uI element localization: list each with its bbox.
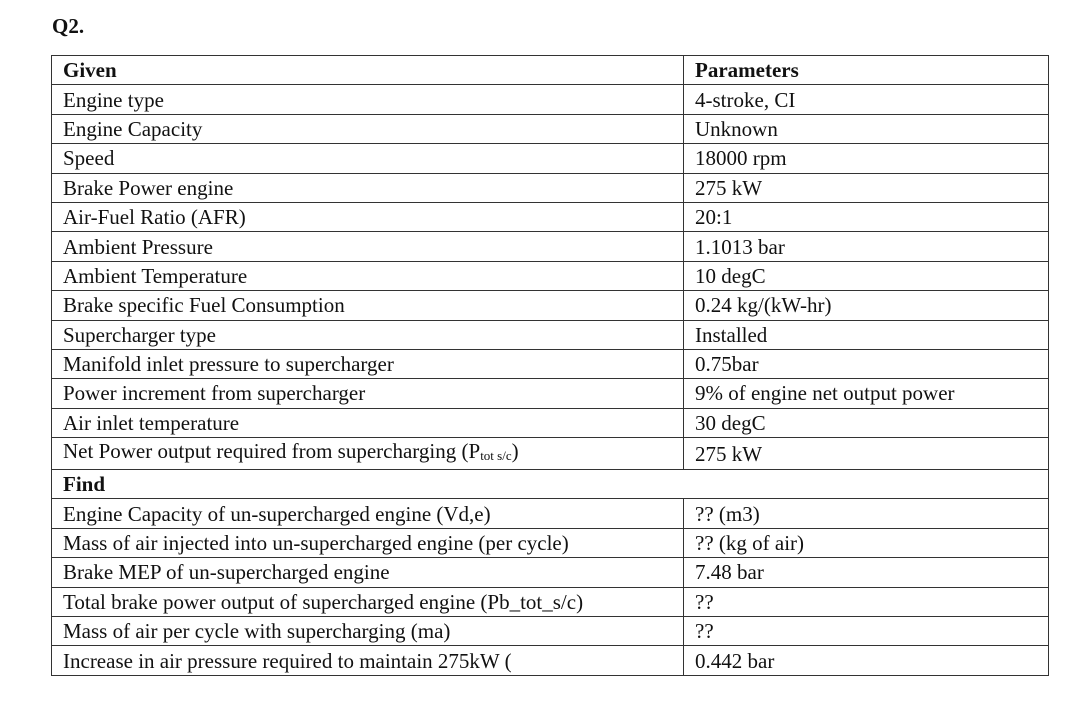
row-label: Manifold inlet pressure to supercharger bbox=[52, 349, 684, 378]
row-label: Power increment from supercharger bbox=[52, 379, 684, 408]
row-value: ?? bbox=[684, 617, 1049, 646]
row-label: Ambient Temperature bbox=[52, 261, 684, 290]
row-value: 4-stroke, CI bbox=[684, 85, 1049, 114]
row-label: Mass of air per cycle with supercharging (ma) bbox=[52, 617, 684, 646]
row-value: 7.48 bar bbox=[684, 558, 1049, 587]
row-label: Engine type bbox=[52, 85, 684, 114]
table-row bbox=[52, 379, 1049, 408]
table-row bbox=[52, 528, 1049, 557]
row-label: Total brake power output of supercharged engine (Pb_tot_s/c) bbox=[52, 587, 684, 616]
row-label: Air inlet temperature bbox=[52, 408, 684, 437]
row-value: Unknown bbox=[684, 114, 1049, 143]
table-row bbox=[52, 558, 1049, 587]
table-row bbox=[52, 320, 1049, 349]
row-value: 275 kW bbox=[684, 438, 1049, 470]
header-parameters: Parameters bbox=[684, 56, 1049, 85]
row-label: Brake specific Fuel Consumption bbox=[52, 291, 684, 320]
row-value: 18000 rpm bbox=[684, 144, 1049, 173]
row-value: ?? (m3) bbox=[684, 499, 1049, 528]
row-label: Air-Fuel Ratio (AFR) bbox=[52, 202, 684, 231]
row-value: 9% of engine net output power bbox=[684, 379, 1049, 408]
table-row bbox=[52, 202, 1049, 231]
row-label: Engine Capacity bbox=[52, 114, 684, 143]
find-header-row bbox=[52, 470, 1049, 499]
row-value: 0.24 kg/(kW-hr) bbox=[684, 291, 1049, 320]
row-value: 30 degC bbox=[684, 408, 1049, 437]
table-row bbox=[52, 349, 1049, 378]
table-row bbox=[52, 646, 1049, 675]
row-value: 275 kW bbox=[684, 173, 1049, 202]
parameters-table bbox=[51, 55, 1049, 676]
table-row bbox=[52, 617, 1049, 646]
find-header: Find bbox=[52, 470, 684, 499]
table-row bbox=[52, 232, 1049, 261]
row-value: Installed bbox=[684, 320, 1049, 349]
row-label: Brake MEP of un-supercharged engine bbox=[52, 558, 684, 587]
row-label: Mass of air injected into un-supercharged engine (per cycle) bbox=[52, 528, 684, 557]
header-given: Given bbox=[52, 56, 684, 85]
net-power-row bbox=[52, 438, 1049, 470]
table-row bbox=[52, 85, 1049, 114]
table-header-row bbox=[52, 56, 1049, 85]
question-label: Q2. bbox=[52, 14, 85, 38]
table-row bbox=[52, 173, 1049, 202]
row-label: Brake Power engine bbox=[52, 173, 684, 202]
find-header-empty bbox=[684, 470, 1049, 499]
row-label: Increase in air pressure required to maintain 275kW ( bbox=[52, 646, 684, 675]
table-row bbox=[52, 408, 1049, 437]
table-row bbox=[52, 499, 1049, 528]
net-power-label-close: ) bbox=[511, 439, 519, 464]
row-label: Engine Capacity of un-supercharged engine (Vd,e) bbox=[52, 499, 684, 528]
net-power-label-main: Net Power output required from supercharging (P bbox=[63, 439, 481, 464]
row-label: Ambient Pressure bbox=[52, 232, 684, 261]
table-row bbox=[52, 261, 1049, 290]
table-row bbox=[52, 291, 1049, 320]
row-value: 0.75bar bbox=[684, 349, 1049, 378]
row-value: 20:1 bbox=[684, 202, 1049, 231]
table-row bbox=[52, 587, 1049, 616]
row-label bbox=[52, 438, 684, 470]
row-value: 1.1013 bar bbox=[684, 232, 1049, 261]
net-power-label-subscript: tot s/c bbox=[480, 448, 512, 464]
row-label: Supercharger type bbox=[52, 320, 684, 349]
row-value: 10 degC bbox=[684, 261, 1049, 290]
row-value: ?? bbox=[684, 587, 1049, 616]
row-label: Speed bbox=[52, 144, 684, 173]
table-row bbox=[52, 114, 1049, 143]
row-value: 0.442 bar bbox=[684, 646, 1049, 675]
table-row bbox=[52, 144, 1049, 173]
row-value: ?? (kg of air) bbox=[684, 528, 1049, 557]
